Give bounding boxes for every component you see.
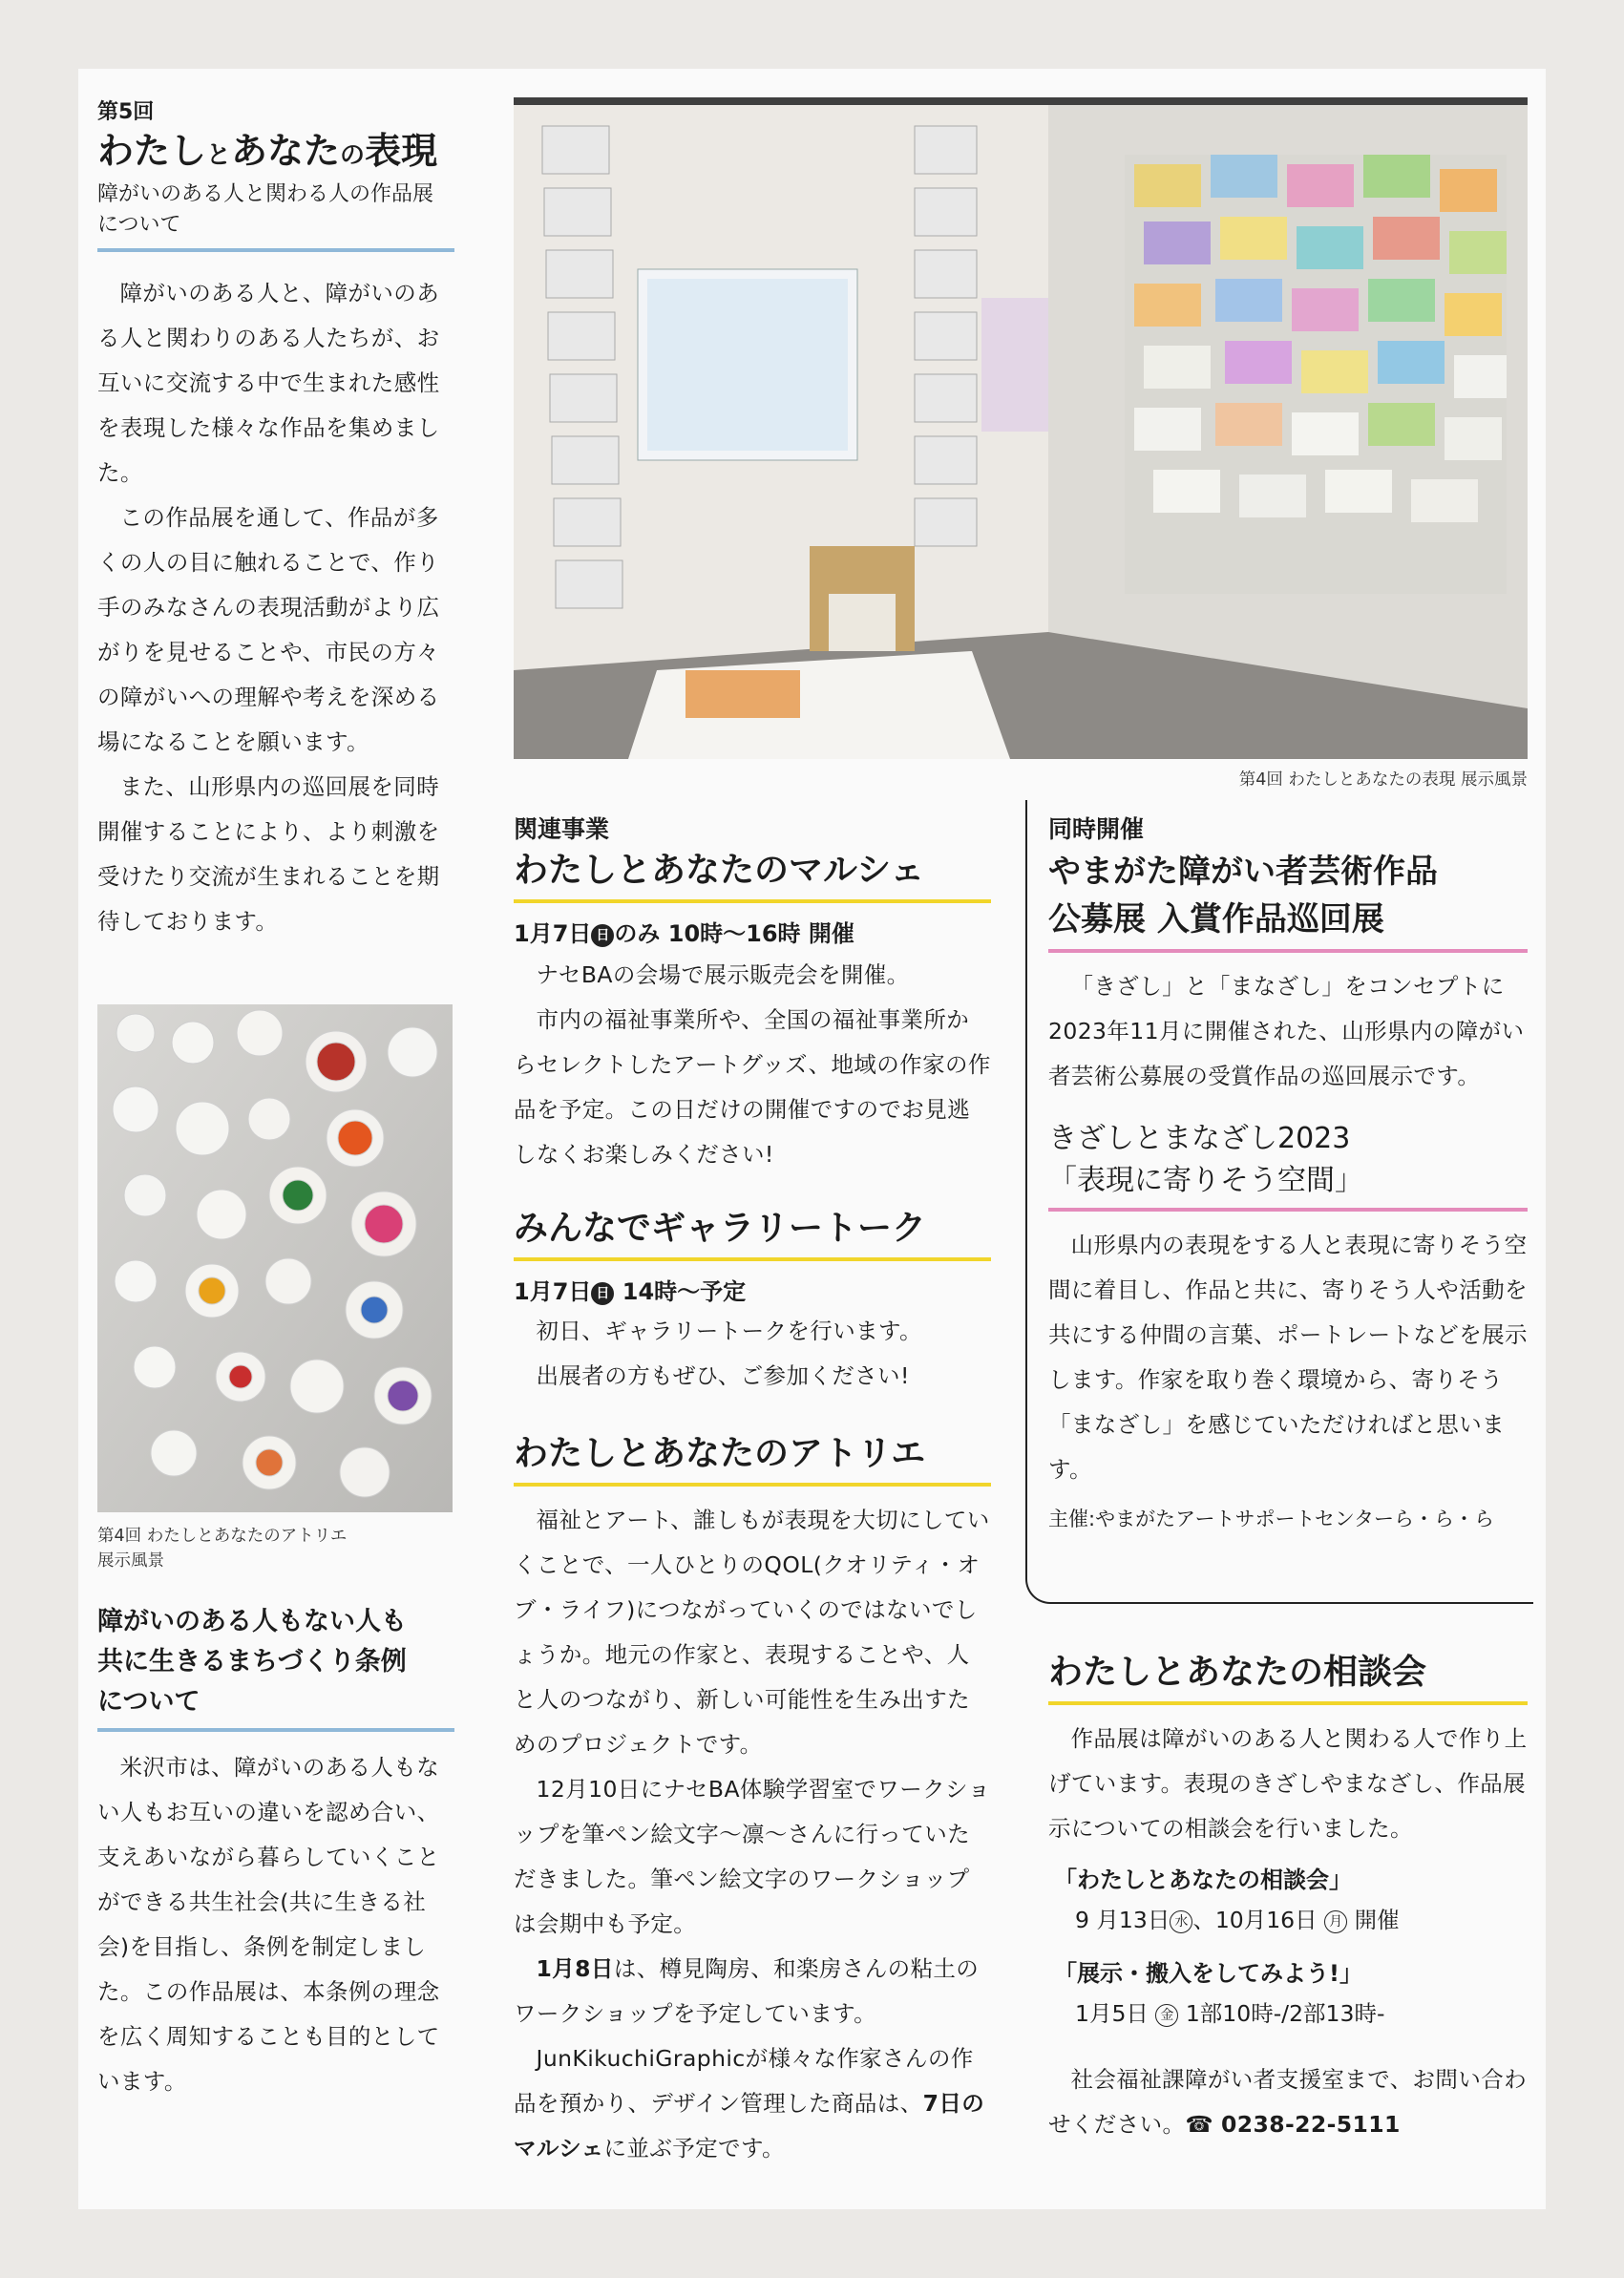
date-text: 1月7日	[514, 1278, 592, 1305]
ordinance-title-2: 共に生きるまちづくり条例	[97, 1647, 407, 1677]
concurrent-paragraph: 山形県内の表現をする人と表現に寄りそう空間に着目し、作品と共に、寄りそう人や活動を共にする仲間の言葉、ポートレートなどを展示します。作家を取り巻く環境から、寄りそう「まなざし」を感じていただければと思います。	[1048, 1232, 1528, 1483]
title-part: と	[206, 141, 232, 170]
concurrent-kicker: 同時開催	[1048, 815, 1145, 843]
concurrent-title-2: 公募展 入賞作品巡回展	[1048, 900, 1384, 939]
related-kicker: 関連事業	[514, 815, 610, 843]
atelier-paragraph	[514, 1947, 991, 2036]
exhibition-photo-caption: 第4回 わたしとあなたの表現 展示風景	[1238, 770, 1528, 790]
intro-kicker: 第5回	[97, 100, 155, 124]
date-text: のみ 10時〜16時 開催	[614, 920, 854, 947]
intro-paragraph: 障がいのある人と、障がいのある人と関わりのある人たちが、お互いに交流する中で生まれた感性を表現した様々な作品を集めました。	[97, 280, 440, 486]
consult-session-title: 「わたしとあなたの相談会」	[1054, 1867, 1352, 1893]
intro-paragraph: この作品展を通して、作品が多くの人の目に触れることで、作り手のみなさんの表現活動がより広がりを見せることや、市民の方々の障がいへの理解や考えを深める場になることを願います。	[97, 504, 440, 755]
talk-paragraph: 出展者の方もぜひ、ご参加ください!	[536, 1362, 910, 1389]
consult-title: わたしとあなたの相談会	[1048, 1653, 1427, 1692]
weekday-badge: 日	[591, 924, 614, 947]
date-text: 1月5日	[1075, 2000, 1156, 2027]
atelier-paragraph: 福祉とアート、誰しもが表現を大切にしていくことで、一人ひとりのQOL(クオリティ・オブ・ライフ)につながっていくのではないでしょうか。地元の作家と、表現することや、人と人のつながり、新しい可能性を生み出すためのプロジェクトです。	[514, 1507, 990, 1758]
title-part: あなた	[231, 130, 341, 172]
atelier-photo-caption	[97, 1524, 453, 1573]
marche-date	[514, 917, 991, 951]
exhibition-photo-image	[514, 97, 1528, 759]
weekday-badge: 水	[1170, 1910, 1192, 1933]
consult-paragraph: 作品展は障がいのある人と関わる人で作り上げています。表現のきざしやまなざし、作品展示についての相談会を行いました。	[1048, 1725, 1528, 1842]
consult-session-date	[1075, 1901, 1528, 1939]
date-text: 、10月16日	[1192, 1907, 1325, 1933]
ordinance-paragraph: 米沢市は、障がいのある人もない人もお互いの違いを認め合い、支えあいながら暮らしていくことができる共生社会(共に生きる社会)を目指し、条例を制定しました。この作品展は、本条例の理念を広く周知することも目的としています。	[97, 1754, 440, 2095]
talk-paragraph: 初日、ギャラリートークを行います。	[536, 1318, 922, 1344]
date-text: 開催	[1347, 1907, 1400, 1933]
date-text: 1月7日	[514, 920, 592, 947]
exhibition-photo	[514, 97, 1528, 759]
intro-subtitle-2: について	[97, 213, 181, 237]
date-text: 9 月13日	[1075, 1907, 1171, 1933]
text: 社会福祉課障がい者支援室まで、お問い合わせください。	[1048, 2066, 1528, 2138]
concurrent-section	[1048, 812, 1528, 1538]
atelier-paragraph	[514, 2036, 991, 2171]
weekday-badge: 日	[591, 1282, 614, 1305]
atelier-paragraph: 12月10日にナセBA体験学習室でワークショップを筆ペン絵文字〜凛〜さんに行っていただきました。筆ペン絵文字のワークショップは会期中も予定。	[514, 1776, 991, 1937]
text: は、樽見陶房、和楽房さんの粘土のワークショップを予定しています。	[514, 1955, 980, 2027]
caption-line: 第4回 わたしとあなたのアトリエ	[97, 1527, 348, 1546]
weekday-badge: 金	[1155, 2004, 1178, 2027]
caption-line: 展示風景	[97, 1551, 164, 1571]
emphasis: 1月8日	[536, 1955, 614, 1982]
atelier-photo	[97, 1004, 453, 1512]
consult-install-title: 「展示・搬入をしてみよう!」	[1054, 1960, 1362, 1987]
atelier-photo-image	[97, 1004, 453, 1512]
talk-title: みんなでギャラリートーク	[514, 1209, 927, 1248]
ordinance-section	[97, 1602, 454, 2104]
phone-icon: ☎	[1185, 2111, 1214, 2138]
atelier-title: わたしとあなたのアトリエ	[514, 1434, 926, 1473]
marche-title: わたしとあなたのマルシェ	[514, 851, 925, 890]
title-part: わたし	[97, 130, 207, 172]
intro-title	[97, 127, 454, 179]
concurrent-title-1: やまがた障がい者芸術作品	[1048, 853, 1438, 891]
concurrent-subtitle-1: きざしとまなざし2023	[1048, 1122, 1351, 1155]
concurrent-subtitle-2: 「表現に寄りそう空間」	[1048, 1164, 1363, 1197]
emphasis: 7日のマルシェ	[514, 2090, 985, 2162]
text: に並ぶ予定です。	[603, 2135, 785, 2162]
date-text: 14時〜予定	[614, 1278, 747, 1305]
consult-contact	[1048, 2057, 1528, 2147]
title-part: 表現	[365, 130, 438, 172]
date-text: 1部10時-/2部13時-	[1178, 2000, 1385, 2027]
consult-section	[1048, 1650, 1528, 2147]
marche-paragraph: 市内の福祉事業所や、全国の福祉事業所からセレクトしたアートグッズ、地域の作家の作品を予定。この日だけの開催ですのでお見逃しなくお楽しみください!	[514, 1006, 991, 1168]
intro-subtitle-1: 障がいのある人と関わる人の作品展	[97, 182, 434, 206]
concurrent-paragraph: 「きざし」と「まなざし」をコンセプトに2023年11月に開催された、山形県内の障がい者芸術公募展の受賞作品の巡回展示です。	[1048, 973, 1525, 1089]
intro-paragraph: また、山形県内の巡回展を同時開催することにより、より刺激を受けたり交流が生まれることを期待しております。	[97, 773, 440, 935]
ordinance-title-1: 障がいのある人もない人も	[97, 1607, 407, 1636]
intro-section	[97, 95, 454, 944]
related-section	[514, 812, 991, 2171]
ordinance-title-3: について	[97, 1687, 200, 1717]
weekday-badge: 月	[1324, 1910, 1347, 1933]
phone-number[interactable]: 0238-22-5111	[1220, 2111, 1401, 2138]
talk-date	[514, 1275, 991, 1309]
title-part: の	[340, 141, 366, 170]
concurrent-organizer: 主催:やまがたアートサポートセンターら・ら・ら	[1048, 1508, 1494, 1530]
consult-install-date	[1075, 1994, 1528, 2033]
marche-paragraph: ナセBAの会場で展示販売会を開催。	[536, 961, 910, 988]
text: JunKikuchiGraphicが様々な作家さんの作品を預かり、デザイン管理した商品は、	[514, 2045, 974, 2117]
